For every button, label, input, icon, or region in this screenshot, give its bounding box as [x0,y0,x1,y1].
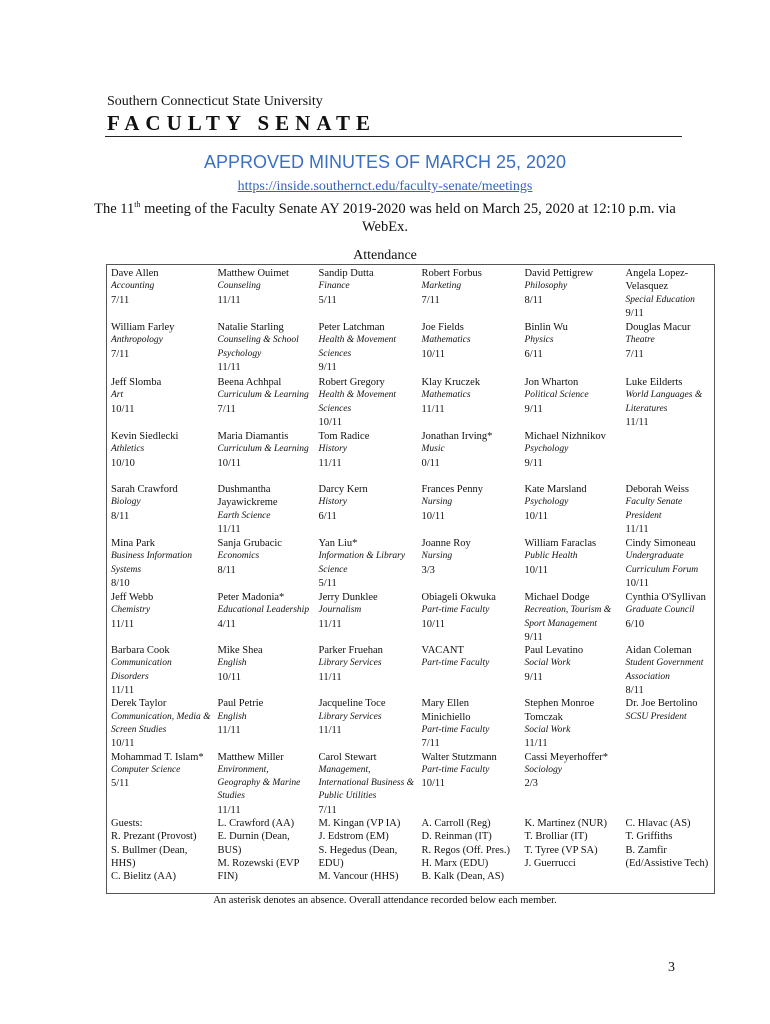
member-name: Derek Taylor [111,698,167,710]
minutes-title: APPROVED MINUTES OF MARCH 25, 2020 [203,152,567,172]
member-attendance: 10/11 [421,348,446,360]
page-number: 3 [668,960,675,975]
member-department: Marketing [421,281,462,292]
guest-name: A. Carroll (Reg) [421,818,491,830]
guest-name: T. Tyree (VP SA) [524,844,598,856]
member-cell [521,751,622,817]
member-name: Maria Diamantis [217,431,289,442]
member-attendance: 7/11 [111,294,130,306]
attendance-note: An asterisk denotes an absence. Overall attendance recorded below each member. [213,895,557,906]
member-attendance: 11/11 [111,618,135,630]
member-cell [521,321,622,376]
member-cell [521,537,622,591]
member-name: William Farley [111,322,175,333]
header-rule [105,136,682,137]
member-cell [418,376,521,430]
member-name: Mohammad T. Islam* [111,751,204,763]
guest-name: H. Marx (EDU) [421,857,489,869]
member-department: Accounting [111,281,155,292]
member-department: Journalism [318,605,362,616]
member-attendance: 10/11 [421,618,446,630]
member-cell [622,751,715,817]
member-department: History [318,444,347,455]
member-name: Cassi Meyerhoffer* [524,751,608,763]
member-cell [214,376,315,430]
member-attendance: 2/3 [524,778,538,790]
member-department: Part-time Faculty [421,724,490,735]
member-department: Health & Movement Sciences [318,390,397,414]
member-name: Yan Liu* [318,538,358,549]
member-name: Matthew Miller [217,751,284,763]
member-name: Kevin Siedlecki [111,431,179,442]
member-department: Political Science [524,390,589,401]
member-department: Nursing [421,497,453,508]
member-department: Part-time Faculty [421,605,490,616]
member-cell [214,697,315,750]
member-department: Student Government Association [625,658,704,682]
member-name: Darcy Kern [318,484,368,495]
guest-name: S. Bullmer (Dean, HHS) [111,844,188,869]
member-attendance: 0/11 [421,457,440,469]
member-department: Special Education [625,294,695,305]
member-name: William Faraclas [524,538,597,549]
member-department: Anthropology [111,335,163,346]
guests-cell [214,817,315,894]
member-name: Joanne Roy [421,538,471,549]
member-department: Counseling & School Psychology [217,335,299,359]
guests-label: Guests: [111,818,143,830]
member-department: Faculty Senate President [625,497,683,521]
guest-name: T. Griffiths [625,831,673,843]
member-attendance: 8/10 [111,577,130,589]
member-cell [521,697,622,750]
member-attendance: 9/11 [524,457,543,469]
member-attendance: 5/11 [318,294,337,306]
member-attendance: 7/11 [421,738,440,750]
member-cell [622,376,715,430]
member-attendance: 11/11 [217,804,241,816]
member-name: Jeff Slomba [111,377,162,388]
member-cell [418,265,521,322]
guests-cell [521,817,622,894]
member-department: Finance [318,281,350,292]
member-department: Health & Movement Sciences [318,335,397,359]
member-department: Nursing [421,551,453,562]
guests-row [107,817,715,894]
member-name: Barbara Cook [111,645,170,657]
member-name: Michael Dodge [524,592,590,603]
member-cell [107,265,214,322]
member-cell [418,430,521,483]
member-cell [214,591,315,644]
guest-name: (Ed/Assistive Tech) [625,857,709,869]
member-cell [622,591,715,644]
member-department: Sociology [524,764,562,775]
member-department: Economics [217,551,260,562]
member-department: Mathematics [421,390,471,401]
member-name: Mike Shea [217,645,263,657]
member-cell [521,376,622,430]
member-department: Psychology [524,497,569,508]
guest-name: J. Guerrucci [524,857,576,869]
member-attendance: 6/11 [318,510,337,522]
guest-name: B. Kalk (Dean, AS) [421,871,505,883]
attendance-row [107,321,715,376]
member-cell [521,483,622,537]
member-cell [622,430,715,483]
member-name: Jonathan Irving* [421,431,493,442]
member-name: Natalie Starling [217,322,284,333]
member-name: Jacqueline Toce [318,698,386,710]
member-attendance: 11/11 [217,523,241,535]
member-attendance: 11/11 [318,671,342,683]
member-cell [622,697,715,750]
member-name: Paul Petrie [217,698,264,710]
guest-name: M. Vancour (HHS) [318,871,399,883]
member-attendance: 5/11 [318,577,337,589]
member-attendance: 9/11 [625,307,644,319]
member-cell [521,265,622,322]
member-department: Part-time Faculty [421,658,490,669]
guest-name: J. Edstrom (EM) [318,831,389,843]
member-name: Dave Allen [111,268,159,279]
member-department: Athletics [111,444,145,455]
member-department: Psychology [524,444,569,455]
university-name: Southern Connecticut State University [107,94,323,109]
guest-name: B. Zamfir [625,844,667,856]
member-department: Biology [111,497,141,508]
member-cell [622,321,715,376]
member-attendance: 8/11 [524,294,543,306]
member-department: Chemistry [111,605,151,616]
member-attendance: 3/3 [421,564,435,576]
attendance-row [107,591,715,644]
member-cell [107,697,214,750]
member-department: Information & Library Science [318,551,406,575]
member-name: Douglas Macur [625,322,691,333]
member-department: Music [421,444,445,455]
member-cell [315,483,418,537]
member-department: Recreation, Tourism & Sport Management [524,605,612,629]
member-department: English [217,711,247,722]
member-attendance: 11/11 [217,294,241,306]
member-department: Library Services [318,658,382,669]
member-attendance: 9/11 [524,671,543,683]
member-cell [521,430,622,483]
attendance-table [106,264,715,894]
member-name: Stephen Monroe Tomczak [524,698,595,723]
member-department: Management, International Business & Public Utilities [318,764,415,802]
attendance-heading: Attendance [353,248,417,263]
member-cell [315,265,418,322]
member-department: World Languages & Literatures [625,390,703,414]
member-cell [214,321,315,376]
member-name: Joe Fields [421,322,464,333]
guest-name: R. Prezant (Provost) [111,831,197,843]
member-name: Jerry Dunklee [318,592,378,603]
member-cell [418,321,521,376]
guest-name: S. Hegedus (Dean, EDU) [318,844,398,869]
meeting-statement: The 11th meeting of the Faculty Senate AY 2019-2020 was held on March 25, 2020 at 12:10 p.m. via WebEx. [94,200,676,235]
guest-name: L. Crawford (AA) [217,818,295,830]
member-cell [107,430,214,483]
member-attendance: 11/11 [625,523,649,535]
member-cell [521,644,622,697]
member-cell [107,321,214,376]
guests-cell [107,817,214,894]
attendance-row [107,697,715,750]
member-department: History [318,497,347,508]
member-department: Curriculum & Learning [217,444,309,455]
member-name: Obiageli Okwuka [421,592,496,603]
member-name: Beena Achhpal [217,377,282,388]
member-cell [214,751,315,817]
member-name: Tom Radice [318,431,370,442]
member-attendance: 11/11 [217,724,241,736]
member-cell [622,537,715,591]
member-attendance: 11/11 [421,403,445,415]
member-attendance: 7/11 [421,294,440,306]
member-cell [214,537,315,591]
member-name: Carol Stewart [318,751,377,763]
member-name: Klay Kruczek [421,377,481,388]
member-attendance: 7/11 [111,348,130,360]
member-name: Cynthia O'Syllivan [625,592,706,603]
member-cell [214,265,315,322]
member-department: Social Work [524,724,571,735]
member-attendance: 10/11 [421,778,446,790]
member-department: Art [111,390,124,401]
attendance-row [107,644,715,697]
member-name: Peter Madonia* [217,592,285,603]
member-name: David Pettigrew [524,268,594,279]
member-cell [214,483,315,537]
member-name: Kate Marsland [524,484,587,495]
member-attendance: 10/11 [217,671,242,683]
member-department: Communication, Media & Screen Studies [111,711,211,735]
attendance-row [107,376,715,430]
member-name: Deborah Weiss [625,484,689,495]
member-attendance: 5/11 [111,778,130,790]
member-cell [315,376,418,430]
guests-cell [315,817,418,894]
guests-cell [622,817,715,894]
member-cell [315,751,418,817]
member-attendance: 10/11 [111,403,135,415]
member-attendance: 8/11 [111,510,130,522]
member-department: English [217,658,247,669]
member-name: Dushmantha Jayawickreme [217,484,278,509]
member-cell [418,751,521,817]
member-department: Part-time Faculty [421,764,490,775]
member-attendance: 11/11 [318,618,342,630]
member-attendance: 10/11 [524,510,549,522]
member-attendance: 7/11 [625,348,644,360]
member-cell [214,430,315,483]
member-name: Parker Fruehan [318,645,383,657]
guest-name: E. Durnin (Dean, BUS) [217,831,290,856]
member-department: Social Work [524,658,571,669]
member-cell [418,644,521,697]
member-department: Environment, Geography & Marine Studies [217,764,301,802]
member-name: Sandip Dutta [318,268,374,279]
member-department: Computer Science [111,764,181,775]
guest-name: D. Reinman (IT) [421,831,492,843]
guest-name: K. Martinez (NUR) [524,818,608,830]
member-attendance: 10/11 [421,510,446,522]
member-cell [418,591,521,644]
member-attendance: 9/11 [524,631,543,643]
member-department: Business Information Systems [111,551,193,575]
member-attendance: 10/11 [111,738,135,750]
member-name: Robert Forbus [421,268,482,279]
member-cell [315,697,418,750]
member-name: Dr. Joe Bertolino [625,698,698,710]
member-attendance: 11/11 [111,685,135,697]
member-name: Peter Latchman [318,322,385,333]
member-name: Mina Park [111,538,156,549]
attendance-row [107,265,715,322]
member-cell [622,644,715,697]
member-name: Cindy Simoneau [625,538,696,549]
guests-cell [418,817,521,894]
guest-name: C. Bielitz (AA) [111,871,177,883]
member-department: Philosophy [524,281,568,292]
member-department: Counseling [217,281,261,292]
member-name: Jeff Webb [111,592,154,603]
member-cell [521,591,622,644]
member-cell [418,537,521,591]
guest-name: C. Hlavac (AS) [625,818,691,830]
member-attendance: 10/11 [217,457,242,469]
member-department: Mathematics [421,335,471,346]
guest-name: T. Brolliar (IT) [524,831,588,843]
member-department: Curriculum & Learning [217,390,309,401]
member-attendance: 11/11 [625,416,649,428]
member-attendance: 7/11 [318,804,337,816]
member-attendance: 10/11 [318,416,343,428]
member-cell [107,376,214,430]
member-attendance: 7/11 [217,403,236,415]
member-cell [214,644,315,697]
meetings-link[interactable]: https://inside.southernct.edu/faculty-senate/meetings [237,179,533,194]
member-attendance: 9/11 [524,403,543,415]
member-cell [107,537,214,591]
member-name: Paul Levatino [524,645,584,657]
member-attendance: 10/10 [111,457,135,469]
member-cell [418,483,521,537]
member-attendance: 11/11 [318,724,342,736]
attendance-row [107,751,715,817]
member-name: Luke Eilderts [625,377,683,388]
guest-name: R. Regos (Off. Pres.) [421,844,510,856]
member-cell [315,537,418,591]
member-attendance: 4/11 [217,618,236,630]
member-attendance: 6/11 [524,348,543,360]
member-department: Public Health [524,551,578,562]
member-cell [107,591,214,644]
member-name: Binlin Wu [524,322,568,333]
member-department: Educational Leadership [217,605,310,616]
member-name: Michael Nizhnikov [524,431,606,442]
attendance-row [107,430,715,483]
member-attendance: 11/11 [217,361,241,373]
member-attendance: 11/11 [524,738,548,750]
member-attendance: 10/11 [524,564,549,576]
member-cell [418,697,521,750]
member-attendance: 11/11 [318,457,342,469]
member-cell [107,751,214,817]
member-name: Frances Penny [421,484,484,495]
member-name: Angela Lopez-Velasquez [625,268,689,293]
member-name: VACANT [421,645,464,657]
member-name: Walter Stutzmann [421,751,497,763]
member-name: Robert Gregory [318,377,385,388]
member-attendance: 10/11 [625,577,650,589]
member-cell [315,644,418,697]
member-cell [315,430,418,483]
member-attendance: 8/11 [625,685,644,697]
member-attendance: 8/11 [217,564,236,576]
member-department: Graduate Council [625,605,695,616]
member-cell [315,321,418,376]
member-name: Sanja Grubacic [217,538,282,549]
guest-name: M. Rozewski (EVP FIN) [217,857,300,883]
member-name: Jon Wharton [524,377,579,388]
member-name: Sarah Crawford [111,484,178,495]
member-department: Undergraduate Curriculum Forum [625,551,699,575]
attendance-row [107,537,715,591]
member-cell [622,483,715,537]
member-cell [315,591,418,644]
member-department: Theatre [625,335,655,346]
member-cell [622,265,715,322]
member-name: Aidan Coleman [625,645,692,657]
member-department: Earth Science [217,510,271,521]
member-department: Library Services [318,711,382,722]
member-department: Communication Disorders [111,658,172,682]
member-cell [107,644,214,697]
member-name: Mary Ellen Minichiello [421,698,471,723]
member-cell [107,483,214,537]
member-attendance: 6/10 [625,618,645,630]
attendance-row [107,483,715,537]
senate-title: FACULTY SENATE [107,111,376,135]
member-name: Matthew Ouimet [217,268,289,279]
guest-name: M. Kingan (VP IA) [318,818,401,830]
member-department: Physics [524,335,554,346]
member-attendance: 9/11 [318,361,337,373]
member-department: SCSU President [625,711,687,722]
